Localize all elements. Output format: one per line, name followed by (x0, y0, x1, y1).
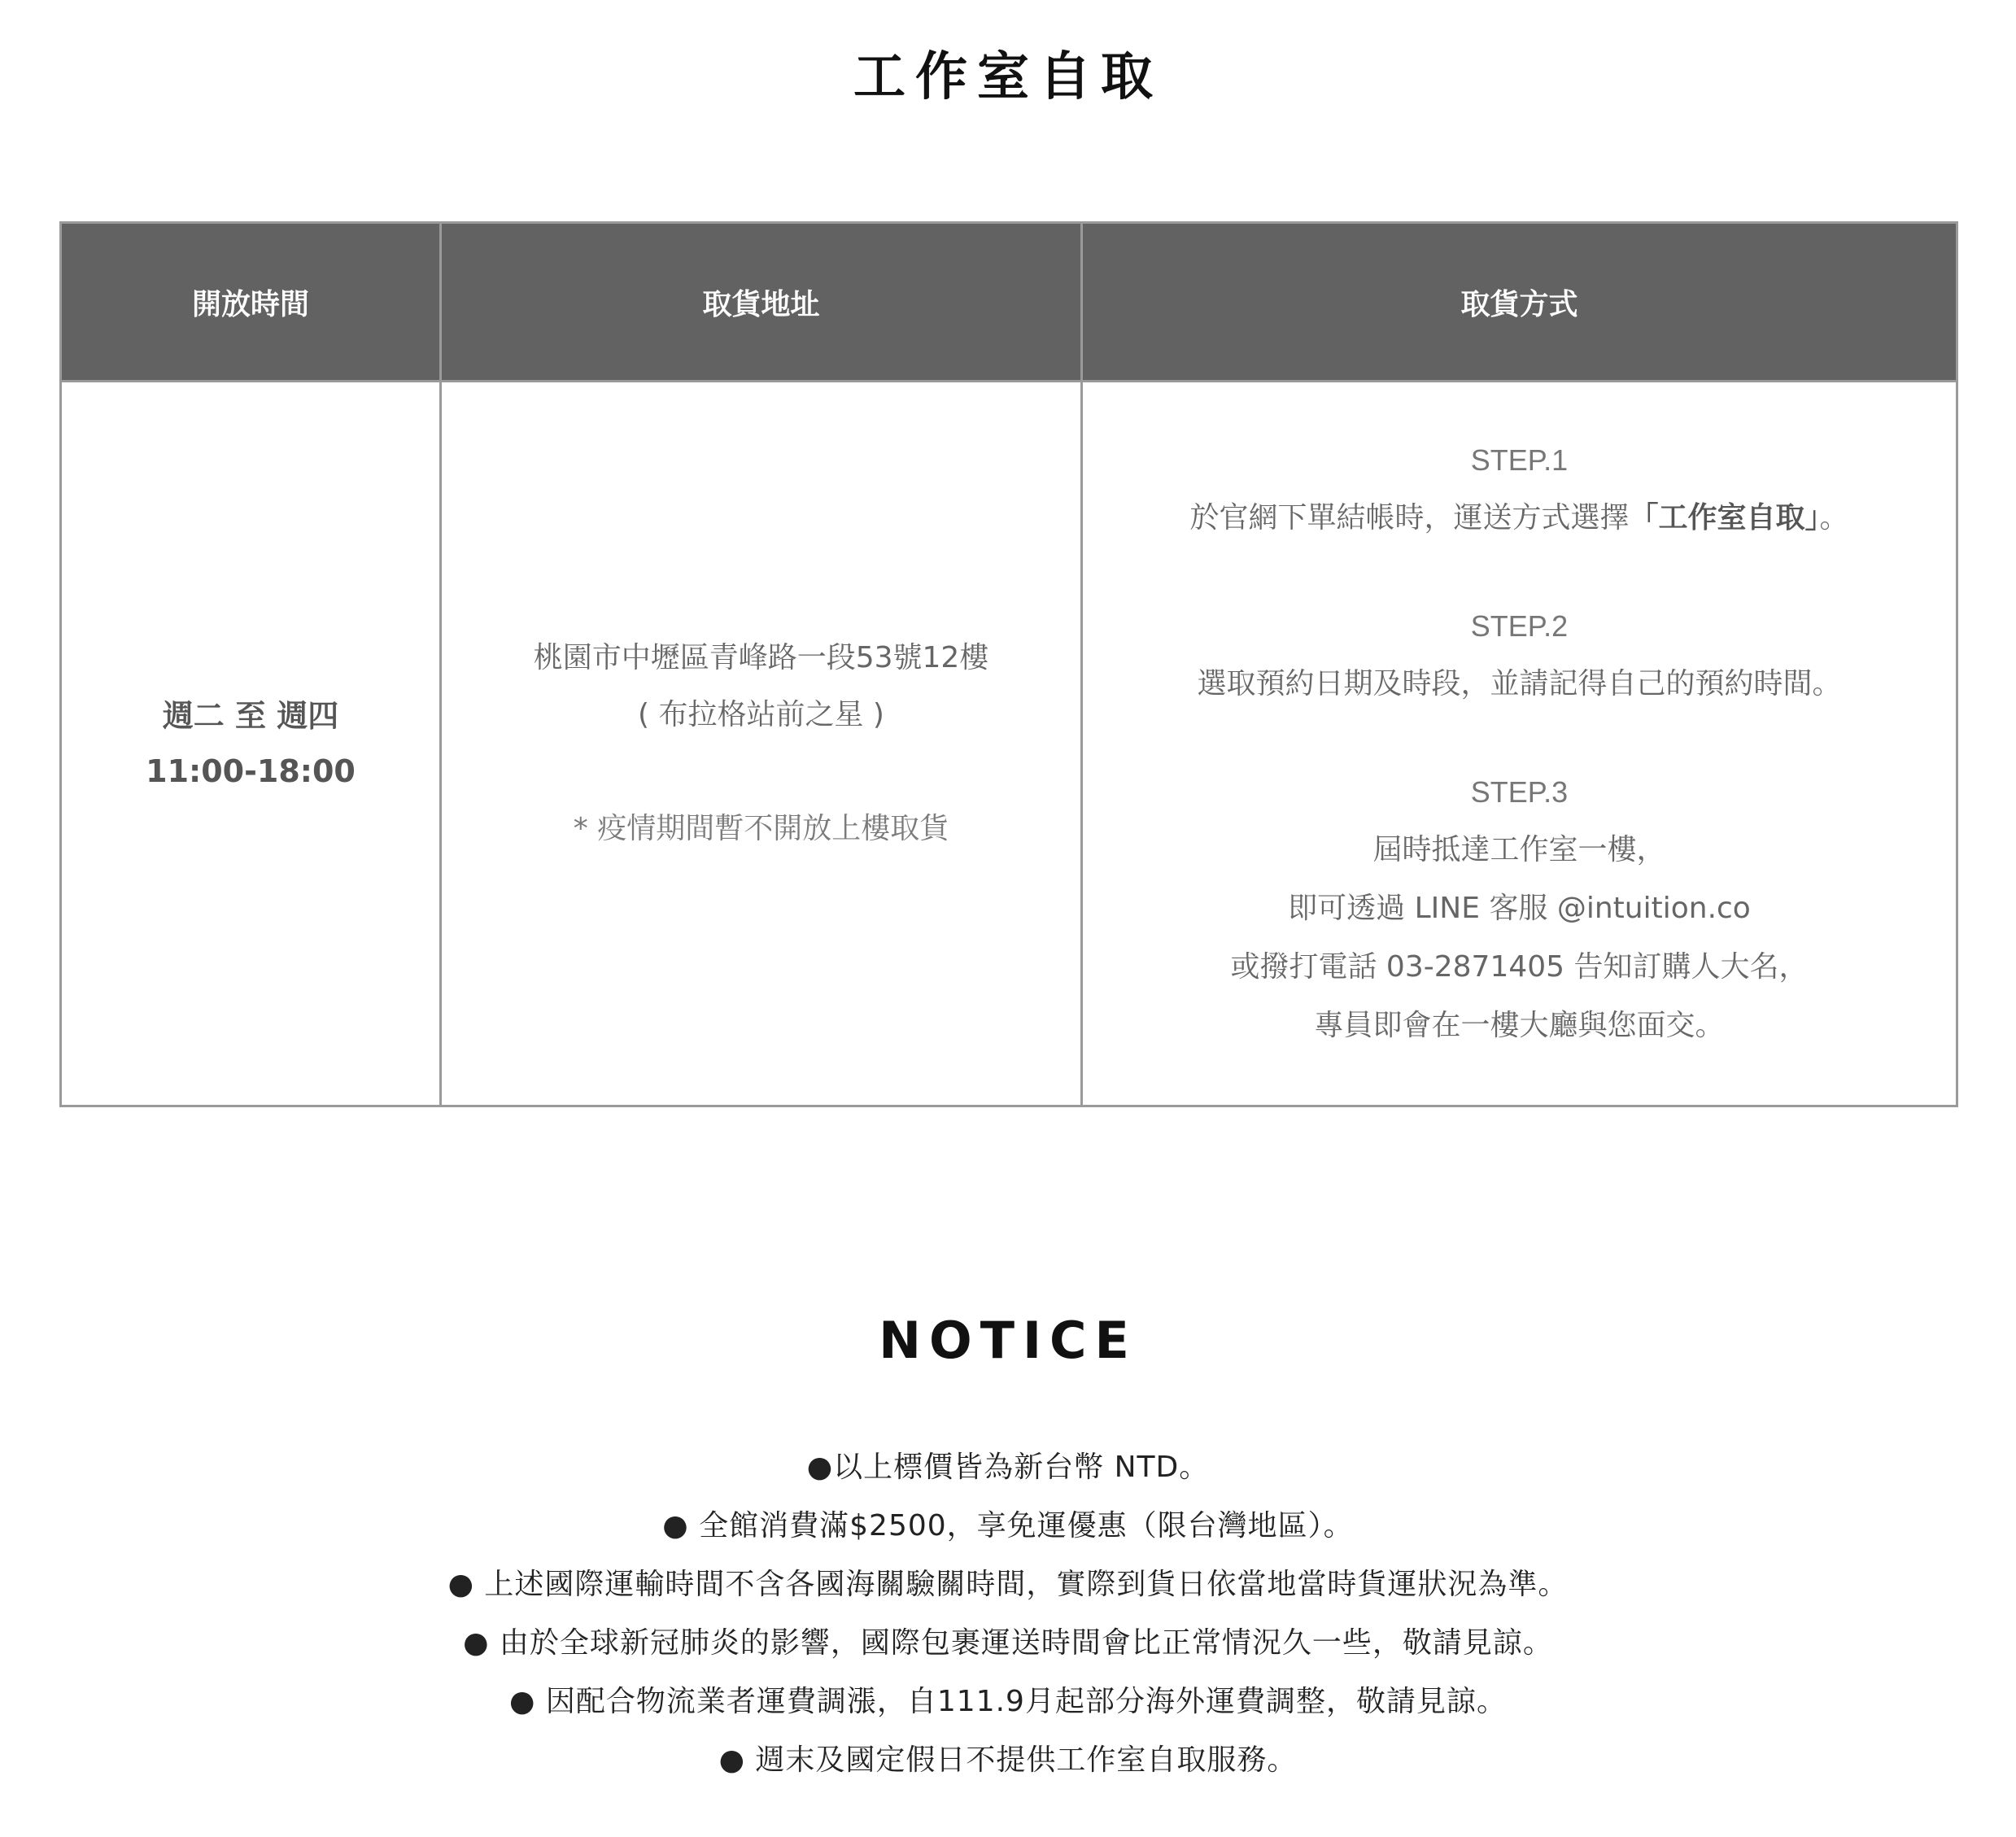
table-header-row (61, 223, 1957, 382)
header-opening-hours: 開放時間 (61, 223, 441, 382)
notice-item: ● 上述國際運輸時間不含各國海關驗關時間，實際到貨日依當地當時貨運狀況為準。 (447, 1568, 1569, 1601)
step-label: STEP.3 (1470, 775, 1569, 809)
step-label: STEP.2 (1470, 609, 1569, 643)
notice-item: ●以上標價皆為新台幣 NTD。 (806, 1451, 1210, 1484)
step-1 (1083, 432, 1956, 548)
step-text-part: 。 (1819, 501, 1849, 535)
step-label: STEP.1 (1470, 443, 1569, 477)
opening-days: 週二 至 週四 (162, 698, 339, 734)
table-row (61, 382, 1957, 1106)
step-text: 或撥打電話 03-2871405 告知訂購人大名， (1230, 950, 1809, 984)
step-3 (1083, 764, 1956, 1055)
opening-time: 11:00-18:00 (146, 753, 356, 789)
header-pickup-address: 取貨地址 (441, 223, 1082, 382)
step-text: 選取預約日期及時段，並請記得自己的預約時間。 (1197, 667, 1842, 700)
notice-item: ● 因配合物流業者運費調漲，自111.9月起部分海外運費調整，敬請見諒。 (509, 1685, 1507, 1718)
step-2 (1083, 598, 1956, 713)
method-cell (1082, 382, 1957, 1106)
step-text: 即可透過 LINE 客服 @intuition.co (1288, 892, 1751, 925)
address-cell (441, 382, 1082, 1106)
step-highlight: 「工作室自取」 (1629, 501, 1820, 535)
notice-item: ● 週末及國定假日不提供工作室自取服務。 (718, 1743, 1298, 1777)
address-building: ( 布拉格站前之星 ) (638, 698, 884, 731)
address-note: * 疫情期間暫不開放上樓取貨 (573, 812, 949, 845)
step-text (1083, 489, 1956, 548)
step-text-part: 於官網下單結帳時，運送方式選擇 (1189, 501, 1630, 535)
notice-list (0, 1438, 2016, 1790)
notice-title: NOTICE (879, 1311, 1137, 1370)
header-pickup-method: 取貨方式 (1082, 223, 1957, 382)
step-text: 專員即會在一樓大廳與您面交。 (1314, 1009, 1725, 1042)
address-line: 桃園市中壢區青峰路一段53號12樓 (533, 641, 989, 674)
notice-item: ● 全館消費滿$2500，享免運優惠（限台灣地區）。 (662, 1509, 1354, 1542)
hours-cell (61, 382, 441, 1106)
page-title: 工作室自取 (853, 47, 1163, 107)
notice-item: ● 由於全球新冠肺炎的影響，國際包裹運送時間會比正常情況久一些，敬請見諒。 (463, 1626, 1553, 1660)
pickup-info-table (59, 221, 1958, 1107)
step-text: 屆時抵達工作室一樓， (1372, 833, 1666, 866)
